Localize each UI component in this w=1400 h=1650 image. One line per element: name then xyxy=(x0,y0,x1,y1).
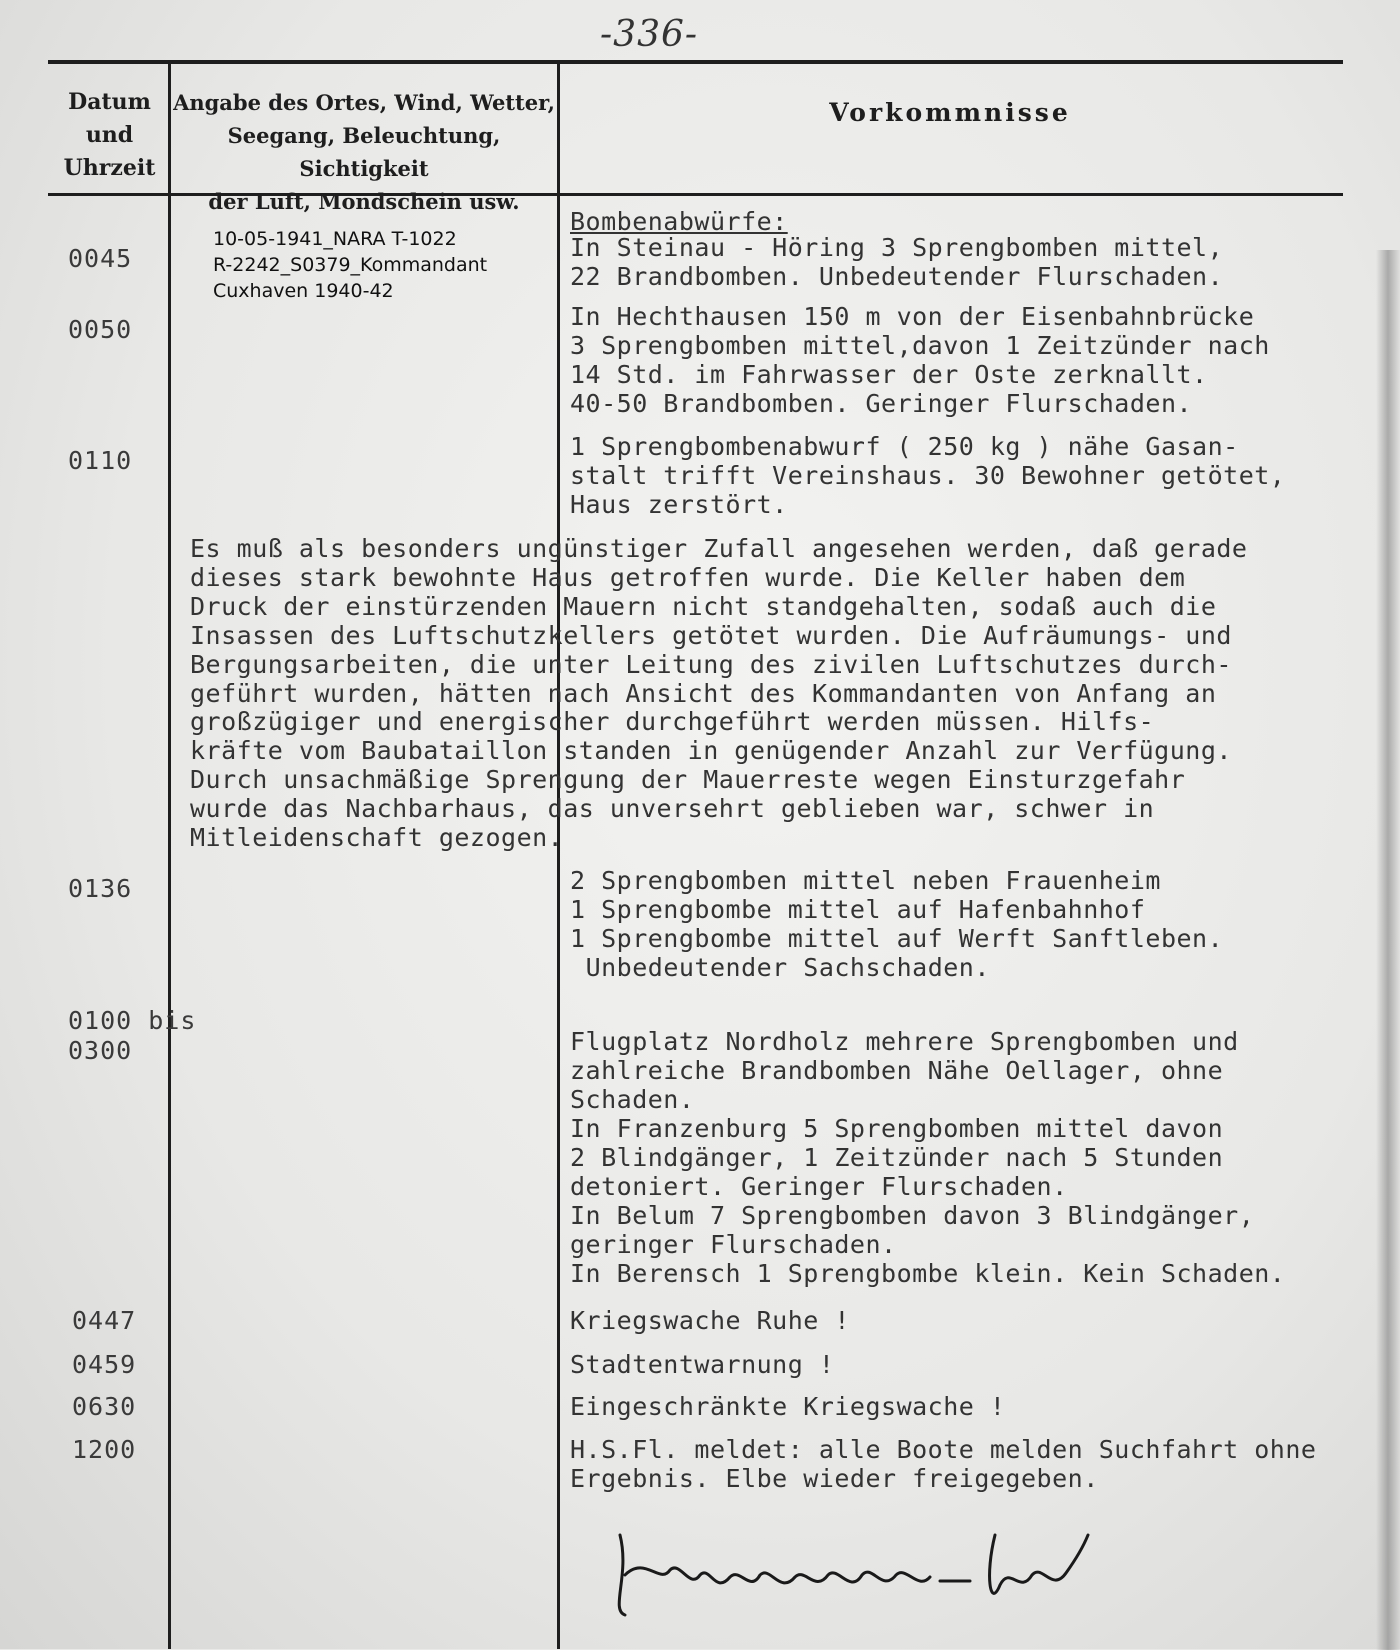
header-angabe xyxy=(172,86,556,218)
time-0447: 0447 xyxy=(72,1306,137,1335)
table-top-rule xyxy=(48,60,1343,64)
header-datum-line: Uhrzeit xyxy=(63,155,156,181)
archive-label-line: 10-05-1941_NARA T-1022 xyxy=(213,228,457,250)
header-datum-line: und xyxy=(85,122,134,148)
header-angabe-line: Angabe des Ortes, Wind, Wetter, xyxy=(173,90,555,115)
time-0630: 0630 xyxy=(72,1392,137,1421)
time-1200: 1200 xyxy=(72,1435,137,1464)
column-divider-1 xyxy=(168,62,171,1649)
header-datum xyxy=(52,86,167,185)
time-0110: 0110 xyxy=(68,446,133,475)
time-0045: 0045 xyxy=(68,244,133,273)
entry-0045: In Steinau - Höring 3 Sprengbomben mittel, 22 Brandbomben. Unbedeutender Flurschaden. xyxy=(570,233,1224,291)
entry-0300: Flugplatz Nordholz mehrere Sprengbomben und zahlreiche Brandbomben Nähe Oellager, ohne Schaden. In Franzenburg 5 Sprengbomben mittel davon 2 Blindgänger, 1 Zeitzünder nach 5 Stunden detoniert. Geringer Flurschaden. In Belum 7 Sprengbomben davon 3 Blindgänger, geringer Flurschaden. In Berensch 1 Sprengbombe klein. Kein Schaden. xyxy=(570,1027,1286,1288)
entry-0110: 1 Sprengbombenabwurf ( 250 kg ) nähe Gasan- stalt trifft Vereinshaus. 30 Bewohner getötet, Haus zerstört. xyxy=(570,432,1286,519)
header-datum-line: Datum xyxy=(68,89,151,115)
archive-label-line: Cuxhaven 1940-42 xyxy=(213,280,394,302)
entry-0459: Stadtentwarnung ! xyxy=(570,1350,835,1379)
entry-0136: 2 Sprengbomben mittel neben Frauenheim 1 Sprengbombe mittel auf Hafenbahnhof 1 Sprengbombe mittel auf Werft Sanftleben. Unbedeutender Sachschaden. xyxy=(570,866,1224,982)
time-0459: 0459 xyxy=(72,1350,137,1379)
header-angabe-line: Seegang, Beleuchtung, Sichtigkeit xyxy=(227,123,501,181)
entry-0447: Kriegswache Ruhe ! xyxy=(570,1306,850,1335)
archive-label-line: R-2242_S0379_Kommandant xyxy=(213,254,488,276)
signature xyxy=(600,1515,1120,1625)
time-0100: 0100 bis xyxy=(68,1006,197,1035)
entry-0110-remark: Es muß als besonders ungünstiger Zufall angesehen werden, daß gerade dieses stark bewohnte Haus getroffen wurde. Die Keller haben dem Druck der einstürzenden Mauern nicht standgehalten, sodaß auch die Insassen des Luftschutzkellers getötet wurden. Die Aufräumungs- und Bergungsarbeiten, die unter Leitung des zivilen Luftschutzes durch- geführt wurden, hätten nach Ansicht des Kommandanten von Anfang an großzügiger und energischer durchgeführt werden müssen. Hilfs- kräfte vom Baubataillon standen in genügender Anzahl zur Verfügung. Durch unsachmäßige Sprengung der Mauerreste wegen Einsturzgefahr wurde das Nachbarhaus, das unversehrt geblieben war, schwer in Mitleidenschaft gezogen. xyxy=(190,534,1248,853)
header-angabe-line: der Luft, Mondschein usw. xyxy=(208,189,520,214)
column-divider-2 xyxy=(557,62,560,1649)
header-vorkommnisse: Vorkommnisse xyxy=(829,98,1071,127)
time-0300: 0300 xyxy=(68,1036,133,1065)
time-0050: 0050 xyxy=(68,315,133,344)
entry-heading-bombenabwuerfe: Bombenabwürfe: xyxy=(570,207,788,236)
archive-label xyxy=(213,226,543,304)
entry-1200: H.S.Fl. meldet: alle Boote melden Suchfahrt ohne Ergebnis. Elbe wieder freigegeben. xyxy=(570,1435,1317,1493)
page-number: -336- xyxy=(600,14,699,55)
entry-0630: Eingeschränkte Kriegswache ! xyxy=(570,1392,1006,1421)
pencil-edge-mark xyxy=(1376,250,1400,1650)
entry-0050: In Hechthausen 150 m von der Eisenbahnbrücke 3 Sprengbomben mittel,davon 1 Zeitzünder nach 14 Std. im Fahrwasser der Oste zerknallt. 40-50 Brandbomben. Geringer Flurschaden. xyxy=(570,302,1270,418)
time-0136: 0136 xyxy=(68,874,133,903)
